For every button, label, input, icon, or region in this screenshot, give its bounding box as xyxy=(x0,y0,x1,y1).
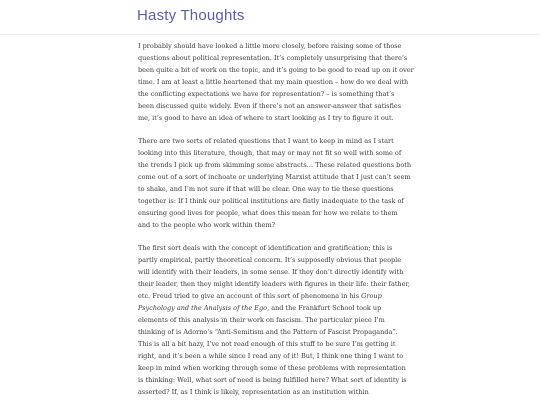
paragraph-line xyxy=(138,338,408,350)
paragraph-line xyxy=(138,100,408,112)
paragraph-line xyxy=(138,302,408,314)
text-run: been discussed quite widely. Even if there’s not an answer-answer that satisfies xyxy=(138,102,402,110)
paragraph-line xyxy=(138,219,408,231)
text-run: This is all a bit hazy, I’ve not read enough of this stuff to be sure I’m getting it xyxy=(138,340,396,348)
text-run: and to the people who work within them? xyxy=(138,221,276,229)
paragraph-line xyxy=(138,242,408,254)
paragraph-line xyxy=(138,326,408,338)
text-run: time. I am at least a little heartened that my main question – how do we deal with xyxy=(138,78,409,86)
paragraph-line xyxy=(138,254,408,266)
paragraph-line xyxy=(138,40,408,52)
paragraph-line xyxy=(138,112,408,124)
text-run: is thinking: Well, what sort of need is being fulfilled here? What sort of identity is xyxy=(138,376,407,384)
text-run: the conflicting expectations we have for representation? – is something that’s xyxy=(138,90,395,98)
text-run: asserted? If, as I think is likely, representation as an institution within xyxy=(138,388,369,396)
paragraph-line xyxy=(138,171,411,183)
text-run: looking into this literature, though, that may or may not fit so well with some of xyxy=(138,149,402,157)
text-run: partly empirical, partly theoretical concern. It’s supposedly obvious that people xyxy=(138,256,402,264)
article-paragraph xyxy=(138,40,414,124)
text-run: elements of this analysis in their work on fascism. The particular piece I’m xyxy=(138,316,385,324)
site-header xyxy=(0,0,540,35)
paragraph-line xyxy=(138,159,412,171)
text-run: thinking of is Adorno’s “Anti-Semitism and the Pattern of Fascist Propaganda”. xyxy=(138,328,398,336)
paragraph-line xyxy=(138,183,408,195)
paragraph-line xyxy=(138,52,408,64)
text-run: will identify with their leaders, in some sense. If they don’t directly identify with xyxy=(138,268,404,276)
text-run: etc. Freud tried to give an account of this sort of phenomena in his xyxy=(138,292,362,300)
paragraph-line xyxy=(138,147,408,159)
site-title-link[interactable]: Hasty Thoughts xyxy=(137,7,245,24)
text-run: together is: If I think our political institutions are flatly inadequate to the task of xyxy=(138,197,404,205)
text-run: to shake, and I’m not sure if that will be clear. One way to tie these questions xyxy=(138,185,394,193)
paragraph-line xyxy=(138,207,408,219)
text-run: their leader, then they might identify leaders with figures in their life: their father, xyxy=(138,280,410,288)
paragraph-line xyxy=(138,290,408,302)
paragraph-line xyxy=(138,266,408,278)
paragraph-line xyxy=(138,195,408,207)
paragraph-line xyxy=(138,386,408,398)
text-run: , and the Frankfurt School took up xyxy=(267,304,382,312)
paragraph-line xyxy=(138,362,408,374)
text-run: questions about political representation. It’s completely unsurprising that there’s xyxy=(138,54,408,62)
text-run: The first sort deals with the concept of identification and gratification; this is xyxy=(138,244,393,252)
paragraph-line xyxy=(138,314,408,326)
italic-text: Psychology and the Analysis of the Ego xyxy=(138,304,268,312)
text-run: There are two sorts of related questions that I want to keep in mind as I start xyxy=(138,137,394,145)
italic-text: Group xyxy=(361,292,382,300)
text-run: the trends I pick up from skimming some abstracts… These related questions both xyxy=(138,161,412,169)
text-run: come out of a sort of inchoate or underlying Marxist attitude that I just can’t seem xyxy=(138,173,411,181)
paragraph-line xyxy=(138,64,414,76)
text-run: ensuring good lives for people, what does this mean for how we relate to them xyxy=(138,209,398,217)
paragraph-line xyxy=(138,135,408,147)
paragraph-line xyxy=(138,374,408,386)
text-run: I probably should have looked a little more closely, before raising some of those xyxy=(138,42,402,50)
paragraph-line xyxy=(138,278,408,290)
text-run: right, and it’s been a while since I read any of it! But, I think one thing I want to xyxy=(138,352,404,360)
paragraph-line xyxy=(138,76,408,88)
text-run: keep in mind when working through some of these problems with representation xyxy=(138,364,406,372)
text-run: been quite a bit of work on the topic, and it’s going to be good to read up on it over xyxy=(138,66,414,74)
article-paragraph xyxy=(138,242,408,398)
paragraph-line xyxy=(138,88,408,100)
paragraph-line xyxy=(138,350,408,362)
article-body xyxy=(138,40,414,405)
article-paragraph xyxy=(138,135,412,231)
text-run: me, it’s good to have an idea of where to start looking as I try to figure it out. xyxy=(138,114,394,122)
